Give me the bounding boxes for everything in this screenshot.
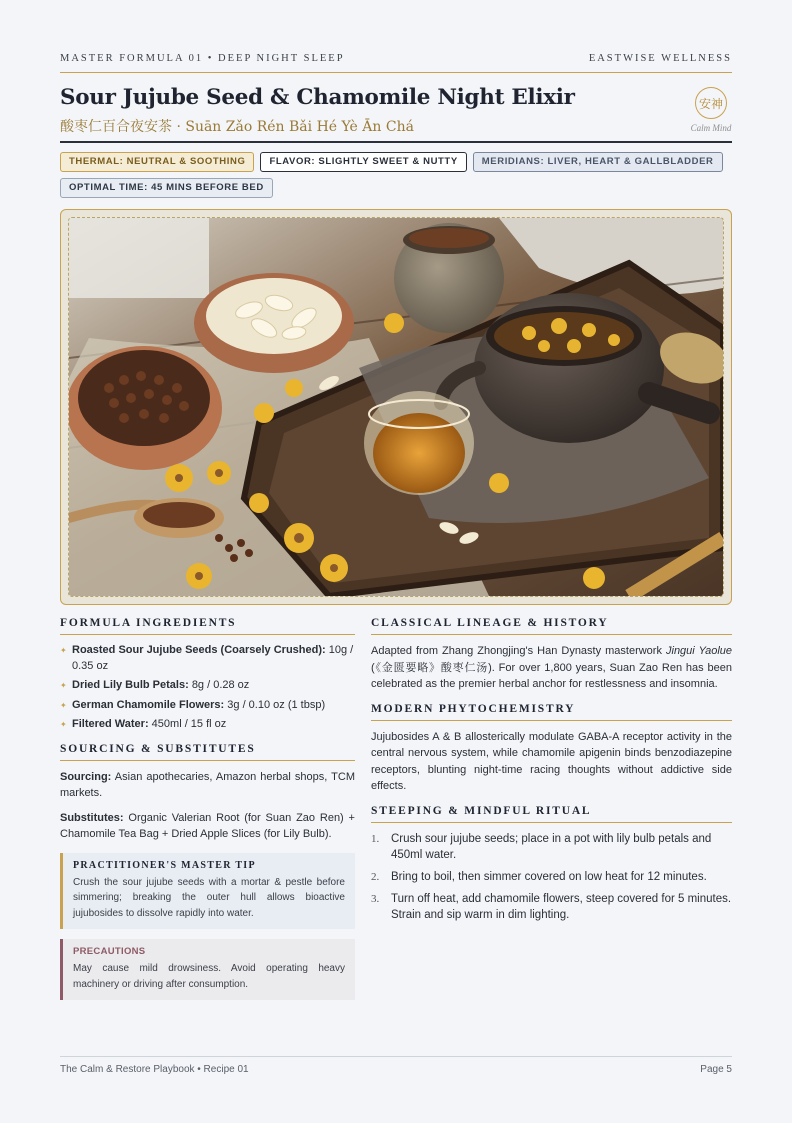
step-number: 2. — [371, 870, 380, 883]
calm-mind-seal-icon — [695, 87, 727, 119]
lineage-text-b: (《金匮要略》酸枣仁汤). For over 1,800 years, Suan Zao Ren has been celebrated as the premier herbal anchor for restlessness and insomnia. — [371, 661, 732, 690]
list-item — [371, 869, 732, 885]
ingredients-heading: FORMULA INGREDIENTS — [60, 617, 355, 635]
seal-text: 安神 — [698, 96, 723, 111]
list-item — [60, 717, 355, 733]
ritual-steps — [371, 831, 732, 923]
ingredients-list — [60, 643, 355, 733]
ingredient-name: Dried Lily Bulb Petals: — [72, 679, 189, 691]
list-item — [371, 831, 732, 863]
tag-meridians: MERIDIANS: LIVER, HEART & GALLBLADDER — [473, 152, 723, 172]
ingredient-amount: 450ml / 15 fl oz — [151, 718, 227, 730]
classical-work-title: Jingui Yaolue — [666, 645, 732, 657]
step-number: 1. — [371, 832, 380, 845]
ingredient-amount: 8g / 0.28 oz — [191, 679, 250, 691]
series-label: MASTER FORMULA 01 • DEEP NIGHT SLEEP — [60, 53, 345, 64]
sourcing-value: Asian apothecaries, Amazon herbal shops, TCM markets. — [60, 770, 355, 799]
practitioner-tip-box — [60, 853, 355, 930]
seal-caption: Calm Mind — [690, 123, 732, 133]
substitutes-label: Substitutes: — [60, 811, 124, 824]
footer — [60, 1064, 732, 1075]
hero-image-frame — [60, 209, 732, 605]
step-text: Crush sour jujube seeds; place in a pot with lily bulb petals and 450ml water. — [391, 832, 712, 861]
left-column — [60, 617, 355, 1000]
title-divider — [60, 141, 732, 143]
list-item — [371, 891, 732, 923]
recipe-page — [60, 0, 732, 1123]
sourcing-heading: SOURCING & SUBSTITUTES — [60, 743, 355, 761]
ritual-heading: STEEPING & MINDFUL RITUAL — [371, 805, 732, 823]
list-item — [60, 698, 355, 714]
list-item — [60, 643, 355, 674]
brand-label: EASTWISE WELLNESS — [588, 53, 732, 64]
tag-flavor: FLAVOR: SLIGHTLY SWEET & NUTTY — [260, 152, 466, 172]
list-item — [60, 678, 355, 694]
tip-heading: PRACTITIONER'S MASTER TIP — [73, 859, 256, 871]
ingredient-name: German Chamomile Flowers: — [72, 698, 225, 711]
footer-book-title: The Calm & Restore Playbook • Recipe 01 — [60, 1064, 249, 1075]
substitutes-value: Organic Valerian Root (for Suan Zao Ren) + Chamomile Tea Bag + Dried Apple Slices (for Lily Bulb). — [60, 811, 355, 840]
tag-optimal-time: OPTIMAL TIME: 45 MINS BEFORE BED — [60, 178, 273, 198]
property-tags — [60, 152, 732, 198]
precautions-heading: PRECAUTIONS — [73, 946, 146, 957]
right-column — [371, 617, 732, 929]
tip-text: Crush the sour jujube seeds with a mortar & pestle before simmering; breaking the outer hull allows bioactive jujubosides to dissolve rapidly into water. — [73, 876, 345, 919]
sourcing-label: Sourcing: — [60, 770, 112, 783]
lineage-heading: CLASSICAL LINEAGE & HISTORY — [371, 617, 732, 635]
lineage-text — [371, 643, 732, 693]
hero-image-inner — [68, 217, 724, 597]
step-text: Turn off heat, add chamomile flowers, steep covered for 5 minutes. Strain and sip warm in dim lighting. — [391, 892, 732, 921]
lineage-text-a: Adapted from Zhang Zhongjing's Han Dynasty masterwork — [371, 645, 666, 657]
header-divider — [60, 72, 732, 73]
step-text: Bring to boil, then simmer covered on low heat for 12 minutes. — [391, 870, 707, 883]
page-subtitle: 酸枣仁百合夜安茶 · Suān Zǎo Rén Bǎi Hé Yè Ān Chá — [60, 119, 414, 135]
page-title: Sour Jujube Seed & Chamomile Night Elixir — [60, 85, 575, 110]
precautions-box — [60, 939, 355, 1000]
ingredient-name: Filtered Water: — [72, 718, 149, 730]
precautions-text: May cause mild drowsiness. Avoid operating heavy machinery or driving after consumption. — [73, 963, 345, 990]
phytochemistry-heading: MODERN PHYTOCHEMISTRY — [371, 703, 732, 721]
header-bar — [60, 53, 732, 64]
footer-divider — [60, 1056, 732, 1057]
tag-thermal: THERMAL: NEUTRAL & SOOTHING — [60, 152, 254, 172]
substitutes-text — [60, 810, 355, 843]
ingredient-amount: 10g / 0.35 oz — [72, 644, 354, 672]
page-number: Page 5 — [700, 1064, 732, 1075]
sourcing-text — [60, 769, 355, 802]
phytochemistry-text: Jujubosides A & B allosterically modulate GABA-A receptor activity in the central nervous system, while chamomile apigenin binds benzodiazepine receptors, blunting night-time racing thoughts without addictive side effects. — [371, 730, 732, 792]
hero-photo-tea-setting — [69, 218, 723, 596]
step-number: 3. — [371, 892, 380, 905]
ingredient-name: Roasted Sour Jujube Seeds (Coarsely Crushed): — [72, 644, 326, 656]
ingredient-amount: 3g / 0.10 oz (1 tbsp) — [227, 698, 326, 711]
